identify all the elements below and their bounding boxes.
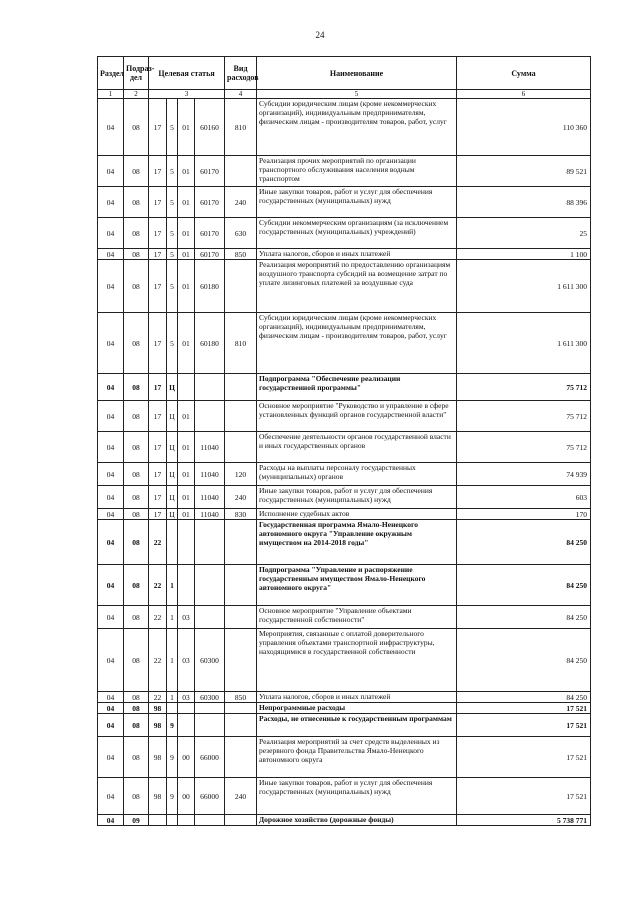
- subsection-cell: 08: [124, 260, 149, 313]
- article-part2-cell: 5: [167, 156, 178, 187]
- name-cell: Мероприятия, связанные с оплатой доверительного управления объектами транспортной инфраструктуры, находящимися в государственной собственности: [257, 629, 457, 692]
- section-cell: 04: [98, 486, 124, 509]
- header-amount: Сумма: [457, 57, 591, 90]
- section-cell: 04: [98, 187, 124, 218]
- section-cell: 04: [98, 260, 124, 313]
- table-row: [98, 486, 591, 509]
- article-part2-cell: 9: [167, 778, 178, 815]
- subsection-cell: 08: [124, 187, 149, 218]
- article-part2-cell: 5: [167, 260, 178, 313]
- article-part4-cell: [195, 714, 225, 737]
- name-cell: Иные закупки товаров, работ и услуг для обеспечения государственных (муниципальных) нужд: [257, 187, 457, 218]
- table-row: [98, 629, 591, 692]
- amount-cell: 17 521: [457, 737, 591, 778]
- header-section: Раздел: [98, 57, 124, 90]
- article-part3-cell: [178, 703, 195, 714]
- subsection-cell: 08: [124, 714, 149, 737]
- table-row: [98, 432, 591, 463]
- column-number: 6: [457, 90, 591, 99]
- article-part1-cell: 17: [149, 401, 167, 432]
- subsection-cell: 08: [124, 432, 149, 463]
- amount-cell: 75 712: [457, 401, 591, 432]
- column-number-row: [98, 90, 591, 99]
- article-part1-cell: 98: [149, 778, 167, 815]
- section-cell: 04: [98, 606, 124, 629]
- subsection-cell: 08: [124, 520, 149, 565]
- expense-type-cell: 830: [225, 509, 257, 520]
- article-part4-cell: 60170: [195, 156, 225, 187]
- amount-cell: 5 738 771: [457, 815, 591, 826]
- article-part3-cell: 01: [178, 218, 195, 249]
- subsection-cell: 08: [124, 401, 149, 432]
- section-cell: 04: [98, 565, 124, 606]
- article-part1-cell: 17: [149, 260, 167, 313]
- name-cell: Иные закупки товаров, работ и услуг для обеспечения государственных (муниципальных) нужд: [257, 486, 457, 509]
- subsection-cell: 08: [124, 486, 149, 509]
- table-row: [98, 509, 591, 520]
- section-cell: 04: [98, 629, 124, 692]
- subsection-cell: 08: [124, 629, 149, 692]
- article-part3-cell: 01: [178, 463, 195, 486]
- article-part2-cell: Ц: [167, 432, 178, 463]
- article-part2-cell: 5: [167, 249, 178, 260]
- expense-type-cell: 240: [225, 486, 257, 509]
- article-part4-cell: [195, 374, 225, 401]
- article-part4-cell: 66000: [195, 737, 225, 778]
- article-part3-cell: 01: [178, 99, 195, 156]
- table-row: [98, 565, 591, 606]
- article-part3-cell: 01: [178, 156, 195, 187]
- name-cell: Обеспечение деятельности органов государственной власти и иных государственных органов: [257, 432, 457, 463]
- subsection-cell: 08: [124, 99, 149, 156]
- article-part4-cell: 11040: [195, 509, 225, 520]
- article-part2-cell: Ц: [167, 486, 178, 509]
- expense-type-cell: [225, 815, 257, 826]
- name-cell: Расходы на выплаты персоналу государственных (муниципальных) органов: [257, 463, 457, 486]
- header-subsection: Подраз-дел: [124, 57, 149, 90]
- expense-type-cell: [225, 520, 257, 565]
- article-part1-cell: 98: [149, 714, 167, 737]
- header-expense-type: Вид расходов: [225, 57, 257, 90]
- article-part2-cell: 1: [167, 565, 178, 606]
- article-part3-cell: 01: [178, 432, 195, 463]
- section-cell: 04: [98, 463, 124, 486]
- article-part3-cell: 01: [178, 509, 195, 520]
- amount-cell: 17 521: [457, 778, 591, 815]
- article-part3-cell: 03: [178, 606, 195, 629]
- article-part4-cell: 66000: [195, 778, 225, 815]
- name-cell: Уплата налогов, сборов и иных платежей: [257, 692, 457, 703]
- article-part3-cell: 01: [178, 187, 195, 218]
- section-cell: 04: [98, 520, 124, 565]
- article-part3-cell: 01: [178, 313, 195, 374]
- header-target-article: Целевая статья: [149, 57, 225, 90]
- table-row: [98, 463, 591, 486]
- expense-type-cell: [225, 703, 257, 714]
- article-part4-cell: 11040: [195, 432, 225, 463]
- article-part1-cell: 17: [149, 486, 167, 509]
- amount-cell: 17 521: [457, 714, 591, 737]
- section-cell: 04: [98, 703, 124, 714]
- article-part4-cell: 60170: [195, 187, 225, 218]
- article-part1-cell: 17: [149, 156, 167, 187]
- amount-cell: 1 611 300: [457, 260, 591, 313]
- amount-cell: 1 100: [457, 249, 591, 260]
- name-cell: Исполнение судебных актов: [257, 509, 457, 520]
- name-cell: Основное мероприятие "Руководство и управление в сфере установленных функций органов государственной власти": [257, 401, 457, 432]
- article-part4-cell: 60300: [195, 629, 225, 692]
- amount-cell: 88 396: [457, 187, 591, 218]
- amount-cell: 89 521: [457, 156, 591, 187]
- table-row: [98, 156, 591, 187]
- article-part4-cell: 60180: [195, 260, 225, 313]
- expense-type-cell: [225, 156, 257, 187]
- subsection-cell: 08: [124, 692, 149, 703]
- subsection-cell: 08: [124, 313, 149, 374]
- article-part3-cell: [178, 374, 195, 401]
- article-part3-cell: 00: [178, 778, 195, 815]
- expense-type-cell: 120: [225, 463, 257, 486]
- expense-type-cell: 630: [225, 218, 257, 249]
- section-cell: 04: [98, 815, 124, 826]
- section-cell: 04: [98, 509, 124, 520]
- section-cell: 04: [98, 374, 124, 401]
- section-cell: 04: [98, 156, 124, 187]
- article-part2-cell: 5: [167, 313, 178, 374]
- subsection-cell: 08: [124, 218, 149, 249]
- article-part2-cell: 5: [167, 187, 178, 218]
- name-cell: Подпрограмма "Обеспечение реализации государственной программы": [257, 374, 457, 401]
- article-part3-cell: [178, 565, 195, 606]
- name-cell: Субсидии юридическим лицам (кроме некоммерческих организаций), индивидуальным предпринимателям, физическим лицам - производителям товаров, работ, услуг: [257, 99, 457, 156]
- name-cell: Подпрограмма "Управление и распоряжение государственным имуществом Ямало-Ненецкого автономного округа": [257, 565, 457, 606]
- subsection-cell: 08: [124, 463, 149, 486]
- expense-type-cell: 240: [225, 778, 257, 815]
- article-part3-cell: 03: [178, 629, 195, 692]
- name-cell: Непрограммные расходы: [257, 703, 457, 714]
- article-part2-cell: Ц: [167, 509, 178, 520]
- article-part4-cell: 11040: [195, 486, 225, 509]
- column-number: 5: [257, 90, 457, 99]
- amount-cell: 170: [457, 509, 591, 520]
- article-part1-cell: 17: [149, 187, 167, 218]
- subsection-cell: 08: [124, 509, 149, 520]
- section-cell: 04: [98, 778, 124, 815]
- article-part4-cell: 60300: [195, 692, 225, 703]
- amount-cell: 75 712: [457, 374, 591, 401]
- name-cell: Реализация мероприятий по предоставлению организациям воздушного транспорта субсидий на возмещение затрат по уплате лизинговых платежей за воздушные суда: [257, 260, 457, 313]
- amount-cell: 1 611 300: [457, 313, 591, 374]
- table-row: [98, 374, 591, 401]
- name-cell: Основное мероприятие "Управление объектами государственной собственности": [257, 606, 457, 629]
- article-part4-cell: 60170: [195, 218, 225, 249]
- subsection-cell: 08: [124, 374, 149, 401]
- amount-cell: 84 250: [457, 606, 591, 629]
- column-number: 3: [149, 90, 225, 99]
- expense-type-cell: 850: [225, 249, 257, 260]
- expense-type-cell: [225, 565, 257, 606]
- name-cell: Государственная программа Ямало-Ненецкого автономного округа "Управление окружным имуществом на 2014-2018 годы": [257, 520, 457, 565]
- article-part2-cell: Ц: [167, 374, 178, 401]
- section-cell: 04: [98, 99, 124, 156]
- article-part4-cell: 11040: [195, 463, 225, 486]
- table-row: [98, 714, 591, 737]
- expense-type-cell: 810: [225, 99, 257, 156]
- table-row: [98, 187, 591, 218]
- article-part1-cell: 98: [149, 703, 167, 714]
- expense-type-cell: 850: [225, 692, 257, 703]
- header-name: Наименование: [257, 57, 457, 90]
- amount-cell: 84 250: [457, 565, 591, 606]
- amount-cell: 603: [457, 486, 591, 509]
- article-part1-cell: 17: [149, 249, 167, 260]
- article-part2-cell: 5: [167, 99, 178, 156]
- table-row: [98, 313, 591, 374]
- article-part1-cell: 17: [149, 218, 167, 249]
- article-part1-cell: 17: [149, 99, 167, 156]
- section-cell: 04: [98, 714, 124, 737]
- subsection-cell: 08: [124, 606, 149, 629]
- article-part3-cell: 01: [178, 486, 195, 509]
- article-part3-cell: 00: [178, 737, 195, 778]
- table-row: [98, 218, 591, 249]
- article-part3-cell: 01: [178, 249, 195, 260]
- article-part3-cell: 01: [178, 401, 195, 432]
- article-part3-cell: [178, 714, 195, 737]
- subsection-cell: 08: [124, 737, 149, 778]
- amount-cell: 25: [457, 218, 591, 249]
- article-part2-cell: [167, 815, 178, 826]
- name-cell: Реализация мероприятий за счет средств выделенных из резервного фонда Правительства Ямало-Ненецкого автономного округа: [257, 737, 457, 778]
- article-part3-cell: 03: [178, 692, 195, 703]
- article-part2-cell: 1: [167, 606, 178, 629]
- table-row: [98, 778, 591, 815]
- article-part2-cell: 1: [167, 629, 178, 692]
- subsection-cell: 08: [124, 249, 149, 260]
- name-cell: Расходы, не отнесенные к государственным программам: [257, 714, 457, 737]
- article-part4-cell: [195, 520, 225, 565]
- page-number: 24: [315, 30, 325, 40]
- subsection-cell: 08: [124, 565, 149, 606]
- article-part3-cell: [178, 815, 195, 826]
- article-part4-cell: [195, 606, 225, 629]
- table-row: [98, 703, 591, 714]
- expense-type-cell: [225, 737, 257, 778]
- article-part3-cell: [178, 520, 195, 565]
- article-part4-cell: 60180: [195, 313, 225, 374]
- amount-cell: 84 250: [457, 629, 591, 692]
- amount-cell: 84 250: [457, 692, 591, 703]
- article-part3-cell: 01: [178, 260, 195, 313]
- article-part1-cell: 22: [149, 565, 167, 606]
- amount-cell: 84 250: [457, 520, 591, 565]
- table-row: [98, 99, 591, 156]
- article-part1-cell: 17: [149, 313, 167, 374]
- expense-type-cell: [225, 714, 257, 737]
- table-header-row: [98, 57, 591, 90]
- article-part2-cell: Ц: [167, 463, 178, 486]
- table-row: [98, 737, 591, 778]
- section-cell: 04: [98, 432, 124, 463]
- article-part4-cell: 60170: [195, 249, 225, 260]
- expense-type-cell: [225, 629, 257, 692]
- section-cell: 04: [98, 401, 124, 432]
- subsection-cell: 08: [124, 156, 149, 187]
- name-cell: Субсидии некоммерческим организациям (за исключением государственных (муниципальных) учреждений): [257, 218, 457, 249]
- article-part1-cell: 17: [149, 374, 167, 401]
- article-part2-cell: [167, 703, 178, 714]
- subsection-cell: 09: [124, 815, 149, 826]
- article-part1-cell: 98: [149, 737, 167, 778]
- amount-cell: 75 712: [457, 432, 591, 463]
- subsection-cell: 08: [124, 778, 149, 815]
- article-part2-cell: 5: [167, 218, 178, 249]
- section-cell: 04: [98, 218, 124, 249]
- expense-type-cell: [225, 401, 257, 432]
- article-part1-cell: 17: [149, 509, 167, 520]
- amount-cell: 74 939: [457, 463, 591, 486]
- expense-type-cell: [225, 606, 257, 629]
- name-cell: Субсидии юридическим лицам (кроме некоммерческих организаций), индивидуальным предпринимателям, физическим лицам - производителям товаров, работ, услуг: [257, 313, 457, 374]
- amount-cell: 17 521: [457, 703, 591, 714]
- expense-type-cell: [225, 432, 257, 463]
- table-row: [98, 520, 591, 565]
- article-part1-cell: 17: [149, 432, 167, 463]
- article-part2-cell: 9: [167, 714, 178, 737]
- article-part4-cell: [195, 703, 225, 714]
- column-number: 2: [124, 90, 149, 99]
- table-row: [98, 692, 591, 703]
- article-part1-cell: 17: [149, 463, 167, 486]
- name-cell: Иные закупки товаров, работ и услуг для обеспечения государственных (муниципальных) нужд: [257, 778, 457, 815]
- table-row: [98, 606, 591, 629]
- section-cell: 04: [98, 692, 124, 703]
- article-part1-cell: 22: [149, 606, 167, 629]
- column-number: 4: [225, 90, 257, 99]
- article-part2-cell: 9: [167, 737, 178, 778]
- name-cell: Уплата налогов, сборов и иных платежей: [257, 249, 457, 260]
- expense-type-cell: [225, 374, 257, 401]
- article-part4-cell: [195, 565, 225, 606]
- table-row: [98, 249, 591, 260]
- section-cell: 04: [98, 249, 124, 260]
- article-part4-cell: [195, 401, 225, 432]
- section-cell: 04: [98, 313, 124, 374]
- table-row: [98, 815, 591, 826]
- name-cell: Дорожное хозяйство (дорожные фонды): [257, 815, 457, 826]
- article-part2-cell: Ц: [167, 401, 178, 432]
- amount-cell: 110 360: [457, 99, 591, 156]
- table-row: [98, 260, 591, 313]
- article-part4-cell: 60160: [195, 99, 225, 156]
- article-part2-cell: [167, 520, 178, 565]
- column-number: 1: [98, 90, 124, 99]
- name-cell: Реализация прочих мероприятий по организации транспортного обслуживания населения водным транспортом: [257, 156, 457, 187]
- section-cell: 04: [98, 737, 124, 778]
- expense-type-cell: 810: [225, 313, 257, 374]
- table-row: [98, 401, 591, 432]
- article-part1-cell: 22: [149, 692, 167, 703]
- subsection-cell: 08: [124, 703, 149, 714]
- expense-type-cell: 240: [225, 187, 257, 218]
- budget-table: [97, 56, 591, 826]
- article-part4-cell: [195, 815, 225, 826]
- article-part1-cell: [149, 815, 167, 826]
- expense-type-cell: [225, 260, 257, 313]
- article-part1-cell: 22: [149, 629, 167, 692]
- article-part2-cell: 1: [167, 692, 178, 703]
- article-part1-cell: 22: [149, 520, 167, 565]
